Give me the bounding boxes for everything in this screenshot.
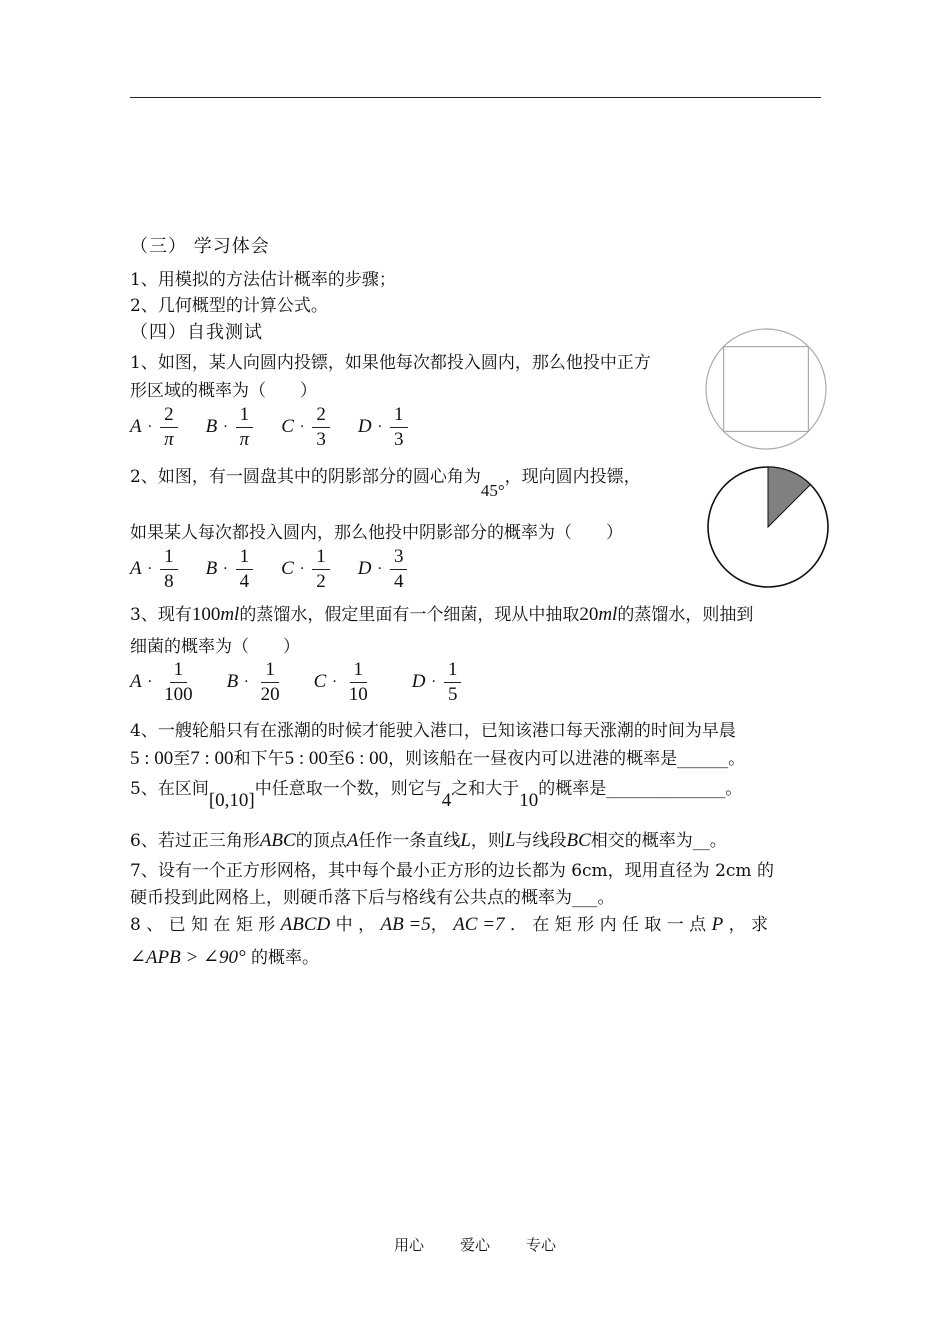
q7-line2: 硬币投到此网格上，则硬币落下后与格线有公共点的概率为___。	[130, 888, 615, 908]
q1-line2: 形区域的概率为（ ）	[130, 381, 317, 401]
q7-line1: 7、设有一个正方形网格，其中每个最小正方形的边长都为 6cm，现用直径为 2cm 的	[130, 861, 774, 881]
q1-options	[130, 405, 436, 450]
q6-line: 6、若过正三角形ABC的顶点A任作一条直线L，则L与线段BC相交的概率为__。	[130, 830, 727, 851]
q3-option-a: A · $\frac{1}{100}$	[130, 659, 193, 705]
q1-option-d: D · $\frac{1}{3}$	[358, 405, 408, 450]
q3-options	[130, 660, 489, 705]
q2-option-a: A · $\frac{1}{8}$	[130, 547, 178, 592]
q3-option-c: C · $\frac{1}{10}$	[313, 659, 368, 705]
q2-line2: 如果某人每次都投入圆内，那么他投中阴影部分的概率为（ ）	[130, 523, 623, 543]
q1-line1: 1、如图，某人向圆内投镖，如果他每次都投入圆内，那么他投中正方	[130, 353, 651, 373]
q8-line2: ∠APB > ∠90° 的概率。	[130, 947, 319, 968]
q4-line2: 5 : 00至7 : 00和下午5 : 00至6 : 00，则该船在一昼夜内可以进港的概率是______。	[130, 748, 746, 769]
q1-circle-square-figure	[702, 325, 830, 453]
q2-option-d: D · $\frac{3}{4}$	[358, 547, 408, 592]
footer-text-1: 用心	[393, 1236, 424, 1254]
q1-option-a: A · $\frac{2}{\pi}$	[130, 405, 178, 450]
section3-item-1: 1、用模拟的方法估计概率的步骤；	[130, 270, 396, 290]
q1-option-c: C · $\frac{2}{3}$	[281, 405, 330, 450]
q5-line: 5、在区间[0,10]中任意取一个数，则它与4之和大于10的概率是______________。	[130, 779, 743, 811]
section-heading-3: （三） 学习体会	[130, 236, 270, 257]
q4-line1: 4、一艘轮船只有在涨潮的时候才能驶入港口，已知该港口每天涨潮的时间为早晨	[130, 721, 736, 741]
section-heading-4: （四）自我测试	[130, 322, 263, 343]
q3-line1: 3、现有100ml的蒸馏水，假定里面有一个细菌，现从中抽取20ml的蒸馏水，则抽到	[130, 604, 754, 625]
q2-disc-figure	[704, 463, 832, 591]
header-rule	[130, 97, 821, 98]
footer-text-3: 专心	[526, 1236, 557, 1254]
q2-line1: 2、如图，有一圆盘其中的阴影部分的圆心角为45°，现向圆内投镖，	[130, 467, 641, 500]
footer-text-2: 爱心	[459, 1236, 490, 1254]
q2-option-b: B · $\frac{1}{4}$	[206, 547, 254, 592]
q8-line1: 8 、 已 知 在 矩 形 ABCD 中 ， AB =5， AC =7 ． 在 矩 形 内 任 取 一 点 P ， 求	[130, 914, 769, 935]
q1-inscribed-square	[724, 347, 809, 432]
q2-options	[130, 547, 435, 592]
section3-item-2: 2、几何概型的计算公式。	[130, 296, 328, 316]
q1-option-b: B · $\frac{1}{\pi}$	[206, 405, 254, 450]
q3-line2: 细菌的概率为（ ）	[130, 637, 300, 657]
q2-angle: 45°	[480, 481, 505, 500]
q3-option-b: B · $\frac{1}{20}$	[226, 659, 280, 705]
q2-option-c: C · $\frac{1}{2}$	[281, 547, 330, 592]
page-footer	[0, 1234, 950, 1255]
q3-option-d: D · $\frac{1}{5}$	[412, 660, 462, 705]
